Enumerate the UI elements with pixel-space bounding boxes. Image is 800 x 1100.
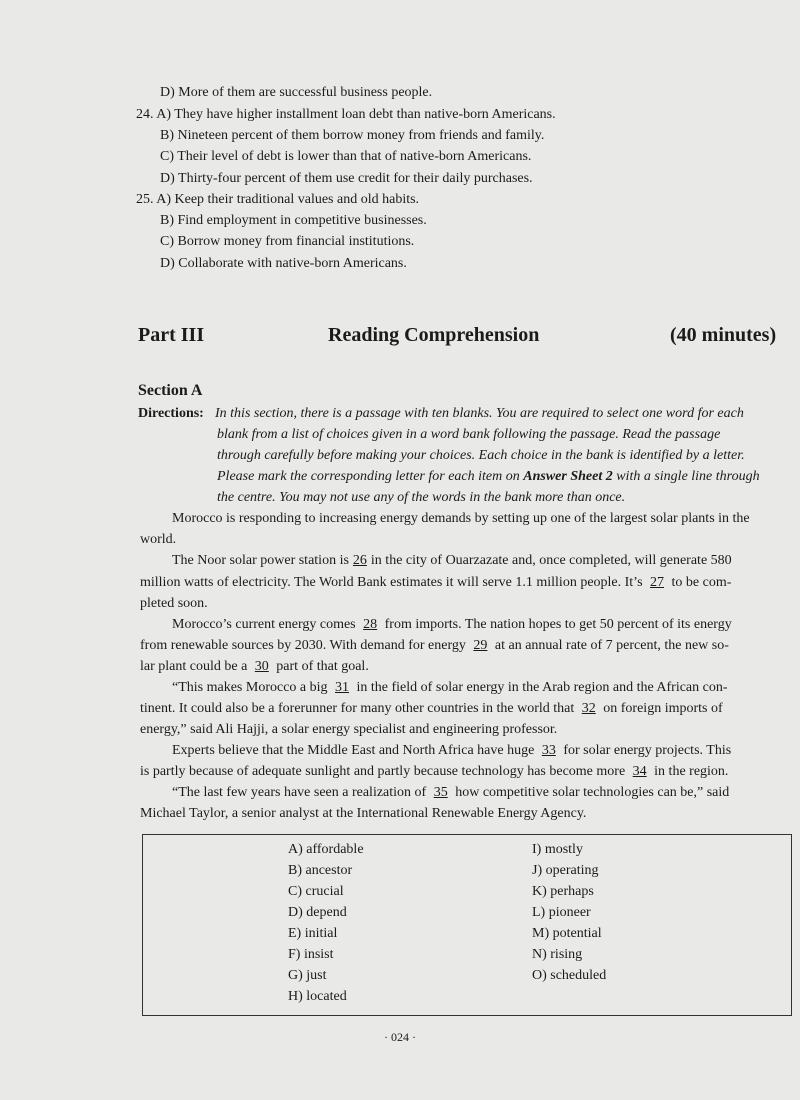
word-bank-left-column (288, 842, 364, 1010)
q24-option-b: B) Nineteen percent of them borrow money from friends and family. (160, 128, 545, 143)
directions-line-3: through carefully before making your choices. Each choice in the bank is identified by a letter. (217, 448, 745, 463)
q24-option-a: 24. A) They have higher installment loan debt than native-born Americans. (136, 107, 556, 122)
text: on foreign imports of (603, 701, 723, 716)
word-choice: L) pioneer (532, 905, 591, 920)
passage-p3-line-3 (140, 659, 369, 675)
blank-32: 32 (581, 701, 596, 716)
text: in the city of Ouarzazate and, once completed, will generate 580 (370, 553, 732, 568)
passage-p2-line-2 (140, 575, 731, 591)
passage-p4-line-2 (140, 701, 723, 717)
directions-line-1: In this section, there is a passage with ten blanks. You are required to select one word for each (215, 406, 744, 421)
word-choice: K) perhaps (532, 884, 594, 899)
blank-34: 34 (632, 764, 647, 779)
passage-p6-line-2: Michael Taylor, a senior analyst at the International Renewable Energy Agency. (140, 806, 587, 821)
text: how competitive solar technologies can be,” said (455, 785, 730, 800)
directions-line-2: blank from a list of choices given in a word bank following the passage. Read the passage (217, 427, 721, 442)
page-number: · 024 · (384, 1030, 416, 1044)
text: in the field of solar energy in the Arab region and the African con- (356, 680, 728, 695)
text: Morocco’s current energy comes (172, 617, 356, 632)
word-choice: J) operating (532, 863, 599, 878)
text: to be com- (671, 575, 732, 590)
word-choice: G) just (288, 968, 327, 983)
text: “The last few years have seen a realization of (172, 785, 427, 800)
text: part of that goal. (276, 659, 369, 674)
passage-p5-line-2 (140, 764, 728, 780)
passage-p2-line-1 (172, 553, 732, 569)
word-choice: M) potential (532, 926, 602, 941)
blank-29: 29 (473, 638, 488, 653)
part-time: (40 minutes) (670, 324, 777, 346)
q25-option-c: C) Borrow money from financial institutions. (160, 234, 415, 249)
word-choice: A) affordable (288, 842, 364, 857)
answer-sheet-ref: Answer Sheet 2 (523, 469, 613, 484)
directions-line-5: the centre. You may not use any of the words in the bank more than once. (217, 490, 626, 505)
directions-line-4 (217, 469, 760, 485)
part-title: Reading Comprehension (328, 324, 540, 346)
text: in the region. (654, 764, 729, 779)
blank-26: 26 (352, 553, 367, 568)
directions-line-4a: Please mark the corresponding letter for each item on (217, 469, 520, 484)
blank-30: 30 (254, 659, 269, 674)
text: at an annual rate of 7 percent, the new so- (494, 638, 729, 653)
word-choice: D) depend (288, 905, 347, 920)
text: Experts believe that the Middle East and North Africa have huge (172, 743, 535, 758)
word-choice: O) scheduled (532, 968, 607, 983)
text: is partly because of adequate sunlight and partly because technology has become more (140, 764, 626, 779)
word-bank-right-column (532, 842, 606, 989)
passage-p4-line-1 (172, 680, 728, 696)
section-heading: Section A (138, 382, 203, 399)
blank-35: 35 (433, 785, 448, 800)
q23-option-d: D) More of them are successful business people. (160, 85, 433, 100)
q24-option-c: C) Their level of debt is lower than that of native-born Americans. (160, 149, 532, 164)
blank-31: 31 (335, 680, 350, 695)
text: for solar energy projects. This (563, 743, 732, 758)
passage-p1-line-1: Morocco is responding to increasing energy demands by setting up one of the largest solar plants in the (172, 511, 750, 526)
passage-p4-line-3: energy,” said Ali Hajji, a solar energy specialist and engineering professor. (140, 722, 558, 737)
passage-p6-line-1 (172, 785, 729, 801)
word-choice: B) ancestor (288, 863, 353, 878)
passage-p1-line-2: world. (140, 532, 177, 547)
text: from renewable sources by 2030. With demand for energy (140, 638, 466, 653)
q25-option-d: D) Collaborate with native-born Americans. (160, 256, 407, 271)
text: million watts of electricity. The World Bank estimates it will serve 1.1 million people. It’s (140, 575, 643, 590)
text: “This makes Morocco a big (172, 680, 328, 695)
passage-p3-line-2 (140, 638, 729, 654)
word-choice: H) located (288, 989, 347, 1004)
directions-label: Directions: (138, 406, 204, 421)
blank-27: 27 (650, 575, 665, 590)
text: tinent. It could also be a forerunner for many other countries in the world that (140, 701, 575, 716)
text: lar plant could be a (140, 659, 248, 674)
directions-line-4c: with a single line through (616, 469, 760, 484)
passage-p3-line-1 (172, 617, 732, 633)
passage-p5-line-1 (172, 743, 731, 759)
text: The Noor solar power station is (172, 553, 349, 568)
word-choice: C) crucial (288, 884, 344, 899)
text: from imports. The nation hopes to get 50 percent of its energy (384, 617, 732, 632)
passage-p2-line-3: pleted soon. (140, 596, 208, 611)
word-bank (142, 834, 792, 1016)
part-label: Part III (138, 324, 205, 346)
blank-28: 28 (363, 617, 378, 632)
q24-option-d: D) Thirty-four percent of them use credit for their daily purchases. (160, 171, 533, 186)
word-choice: I) mostly (532, 842, 583, 857)
word-choice: N) rising (532, 947, 583, 962)
word-choice: F) insist (288, 947, 334, 962)
q25-option-b: B) Find employment in competitive businesses. (160, 213, 427, 228)
q25-option-a: 25. A) Keep their traditional values and old habits. (136, 192, 420, 207)
blank-33: 33 (541, 743, 556, 758)
word-choice: E) initial (288, 926, 338, 941)
